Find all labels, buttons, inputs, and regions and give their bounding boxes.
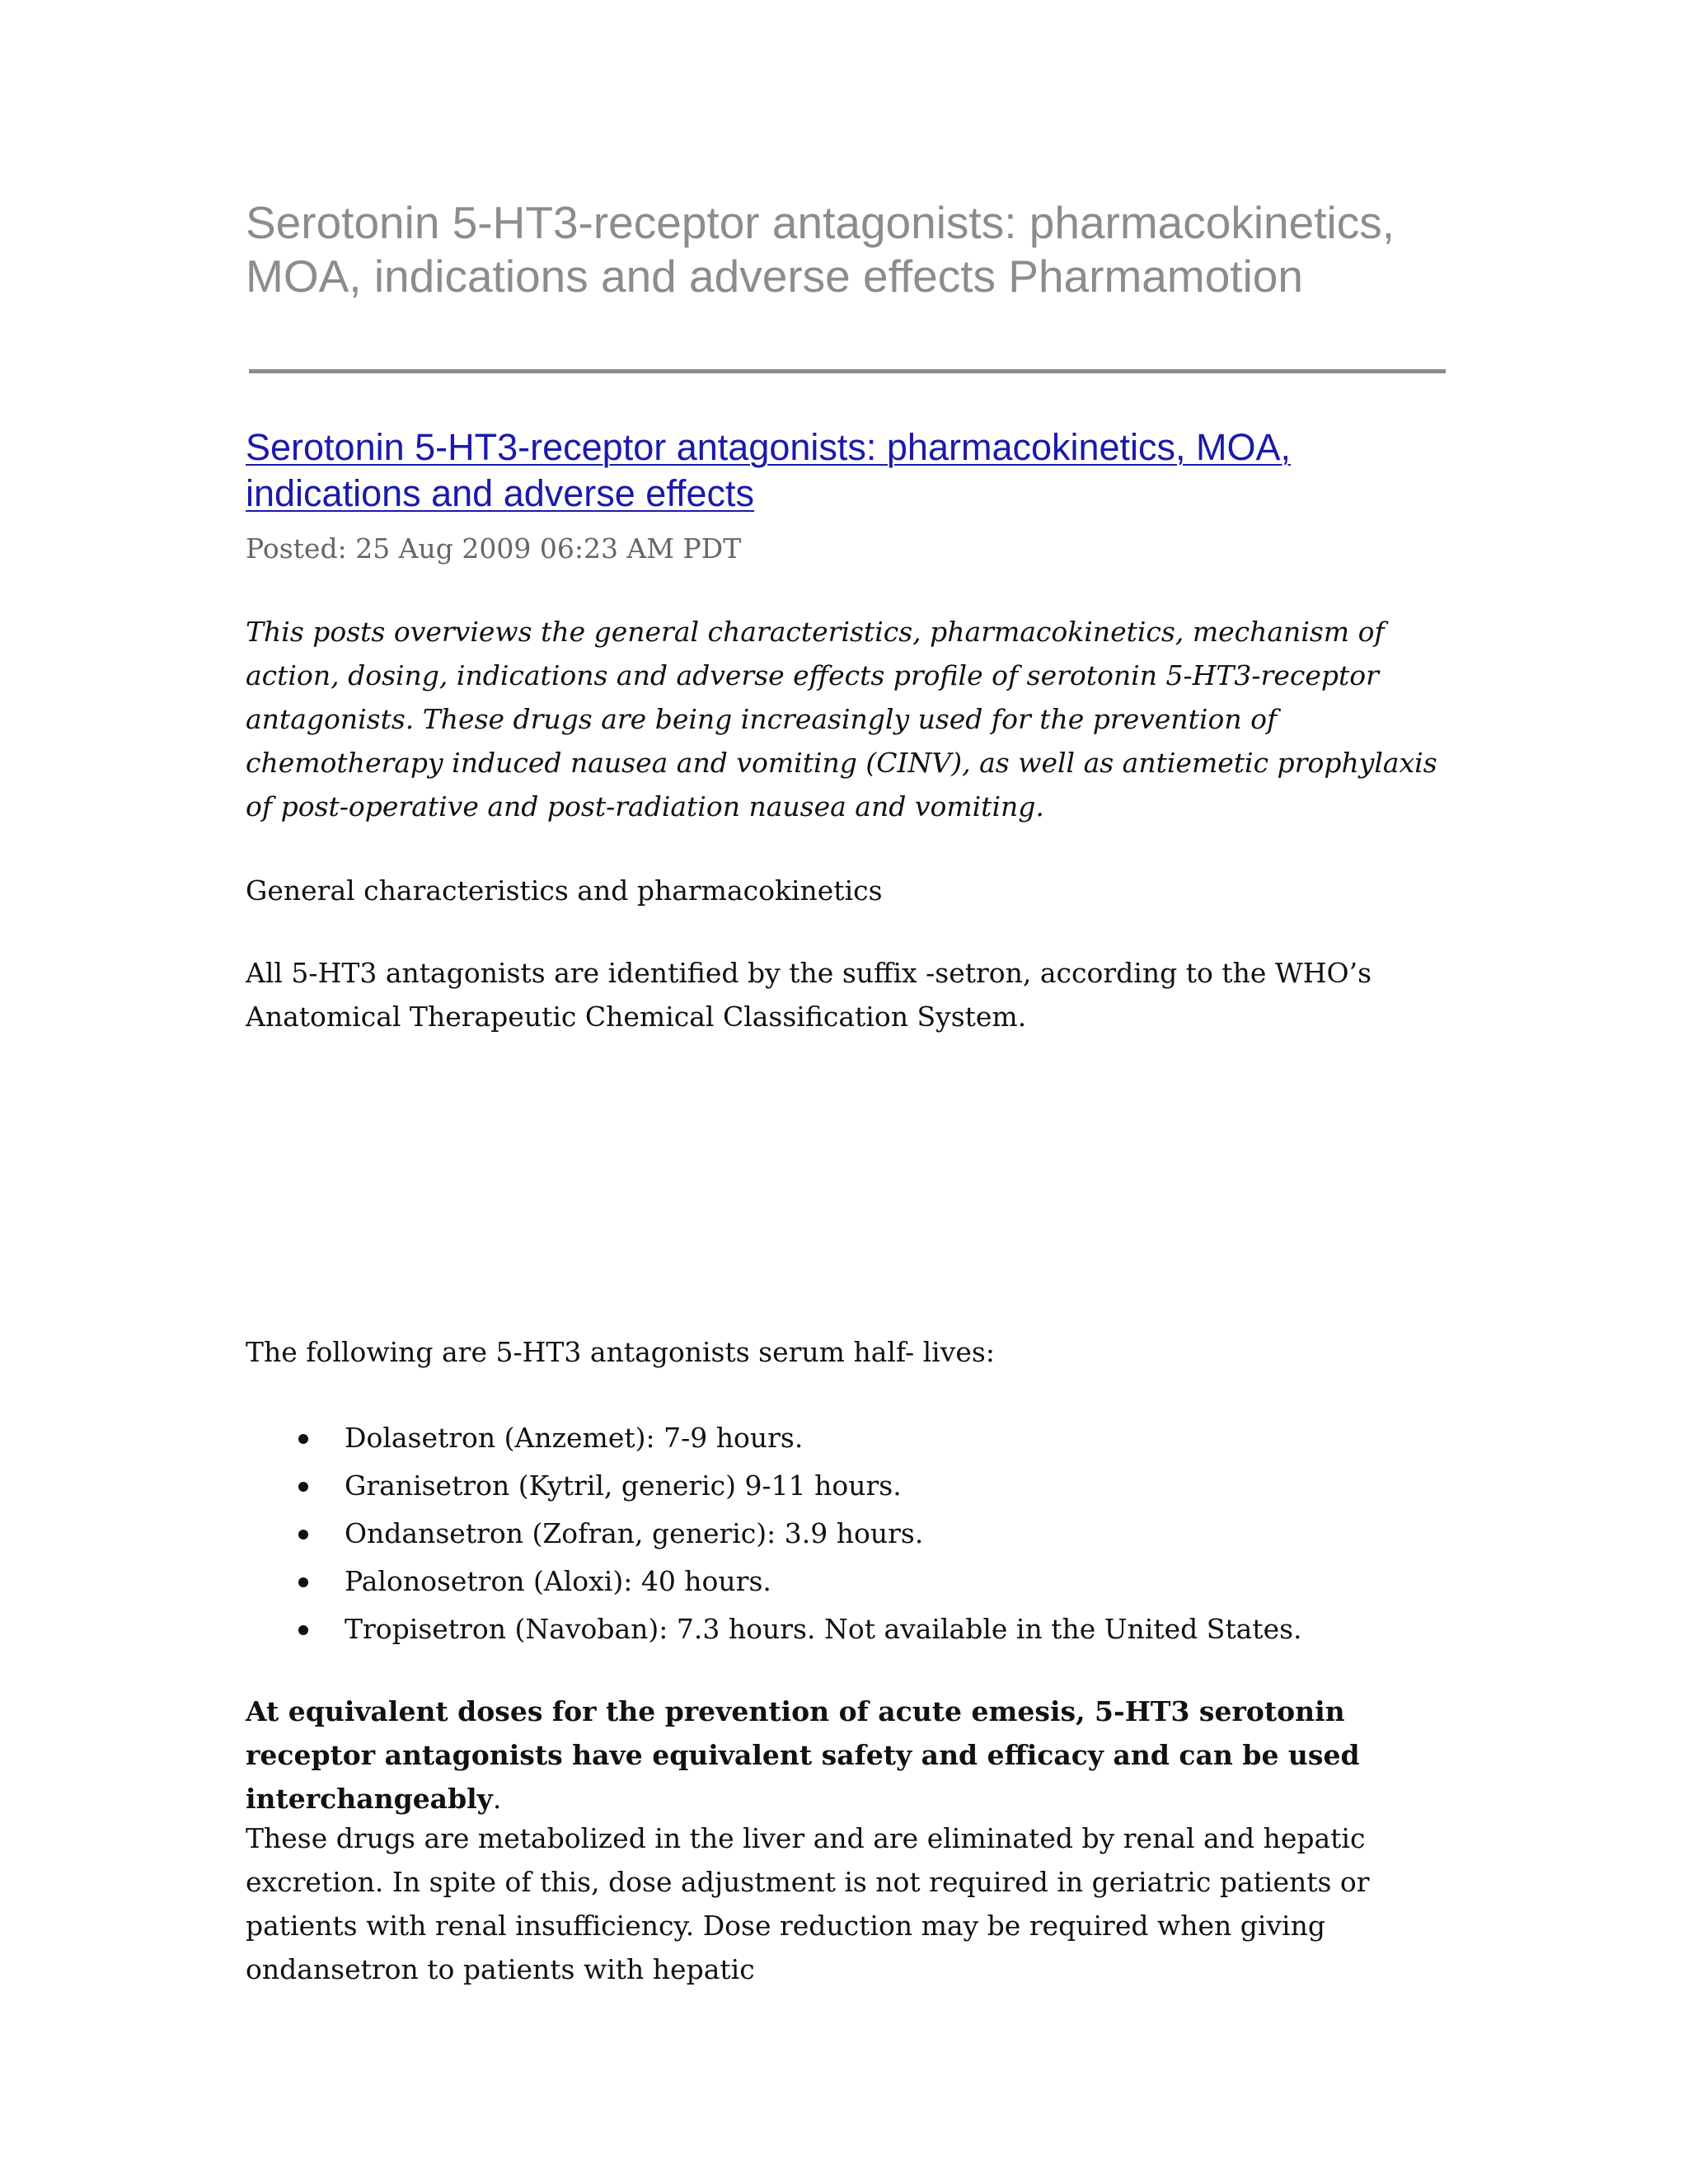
list-item: Granisetron (Kytril, generic) 9-11 hours.: [246, 1462, 1449, 1510]
suffix-paragraph: All 5-HT3 antagonists are identified by the suffix -setron, according to the WHO’s Anatomical Therapeutic Chemical Classification System.: [246, 957, 1372, 1033]
list-item: Dolasetron (Anzemet): 7-9 hours.: [246, 1414, 1449, 1462]
document-title: Serotonin 5-HT3-receptor antagonists: pharmacokinetics, MOA, indications and adverse effects Pharmamotion: [246, 197, 1395, 302]
post-title-link[interactable]: Serotonin 5-HT3-receptor antagonists: pharmacokinetics, MOA, indications and adverse effects: [246, 426, 1292, 514]
list-item: Ondansetron (Zofran, generic): 3.9 hours.: [246, 1510, 1449, 1558]
bullet-icon: [298, 1434, 308, 1444]
metabolism-paragraph: These drugs are metabolized in the liver and are eliminated by renal and hepatic excretion. In spite of this, dose adjustment is not required in geriatric patients or patients with renal insufficiency. Dose reduction may be required when giving ondansetron to patients with hepatic: [246, 1822, 1370, 1985]
section-heading: General characteristics and pharmacokinetics: [246, 874, 883, 907]
post-title: [246, 424, 1449, 517]
bold-statement: [246, 1690, 1449, 1821]
half-life-intro: The following are 5-HT3 antagonists serum half- lives:: [246, 1336, 995, 1368]
bold-statement-period: .: [492, 1783, 502, 1815]
bullet-icon: [298, 1577, 308, 1587]
bullet-icon: [298, 1530, 308, 1540]
list-item: Palonosetron (Aloxi): 40 hours.: [246, 1558, 1449, 1605]
half-life-list: [246, 1414, 1449, 1653]
title-divider: [249, 369, 1446, 373]
bullet-icon: [298, 1625, 308, 1635]
posted-date: Posted: 25 Aug 2009 06:23 AM PDT: [246, 532, 742, 565]
bullet-icon: [298, 1482, 308, 1492]
list-item: Tropisetron (Navoban): 7.3 hours. Not available in the United States.: [246, 1605, 1449, 1653]
intro-paragraph: This posts overviews the general characteristics, pharmacokinetics, mechanism of action, dosing, indications and adverse effects profile of serotonin 5-HT3-receptor antagonists. These drugs are being increasingly used for the prevention of chemotherapy induced nausea and vomiting (CINV), as well as antiemetic prophylaxis of post-operative and post-radiation nausea and vomiting.: [246, 616, 1437, 823]
bold-statement-text: At equivalent doses for the prevention of acute emesis, 5-HT3 serotonin receptor antagonists have equivalent safety and efficacy and can be used interchangeably: [246, 1695, 1360, 1815]
